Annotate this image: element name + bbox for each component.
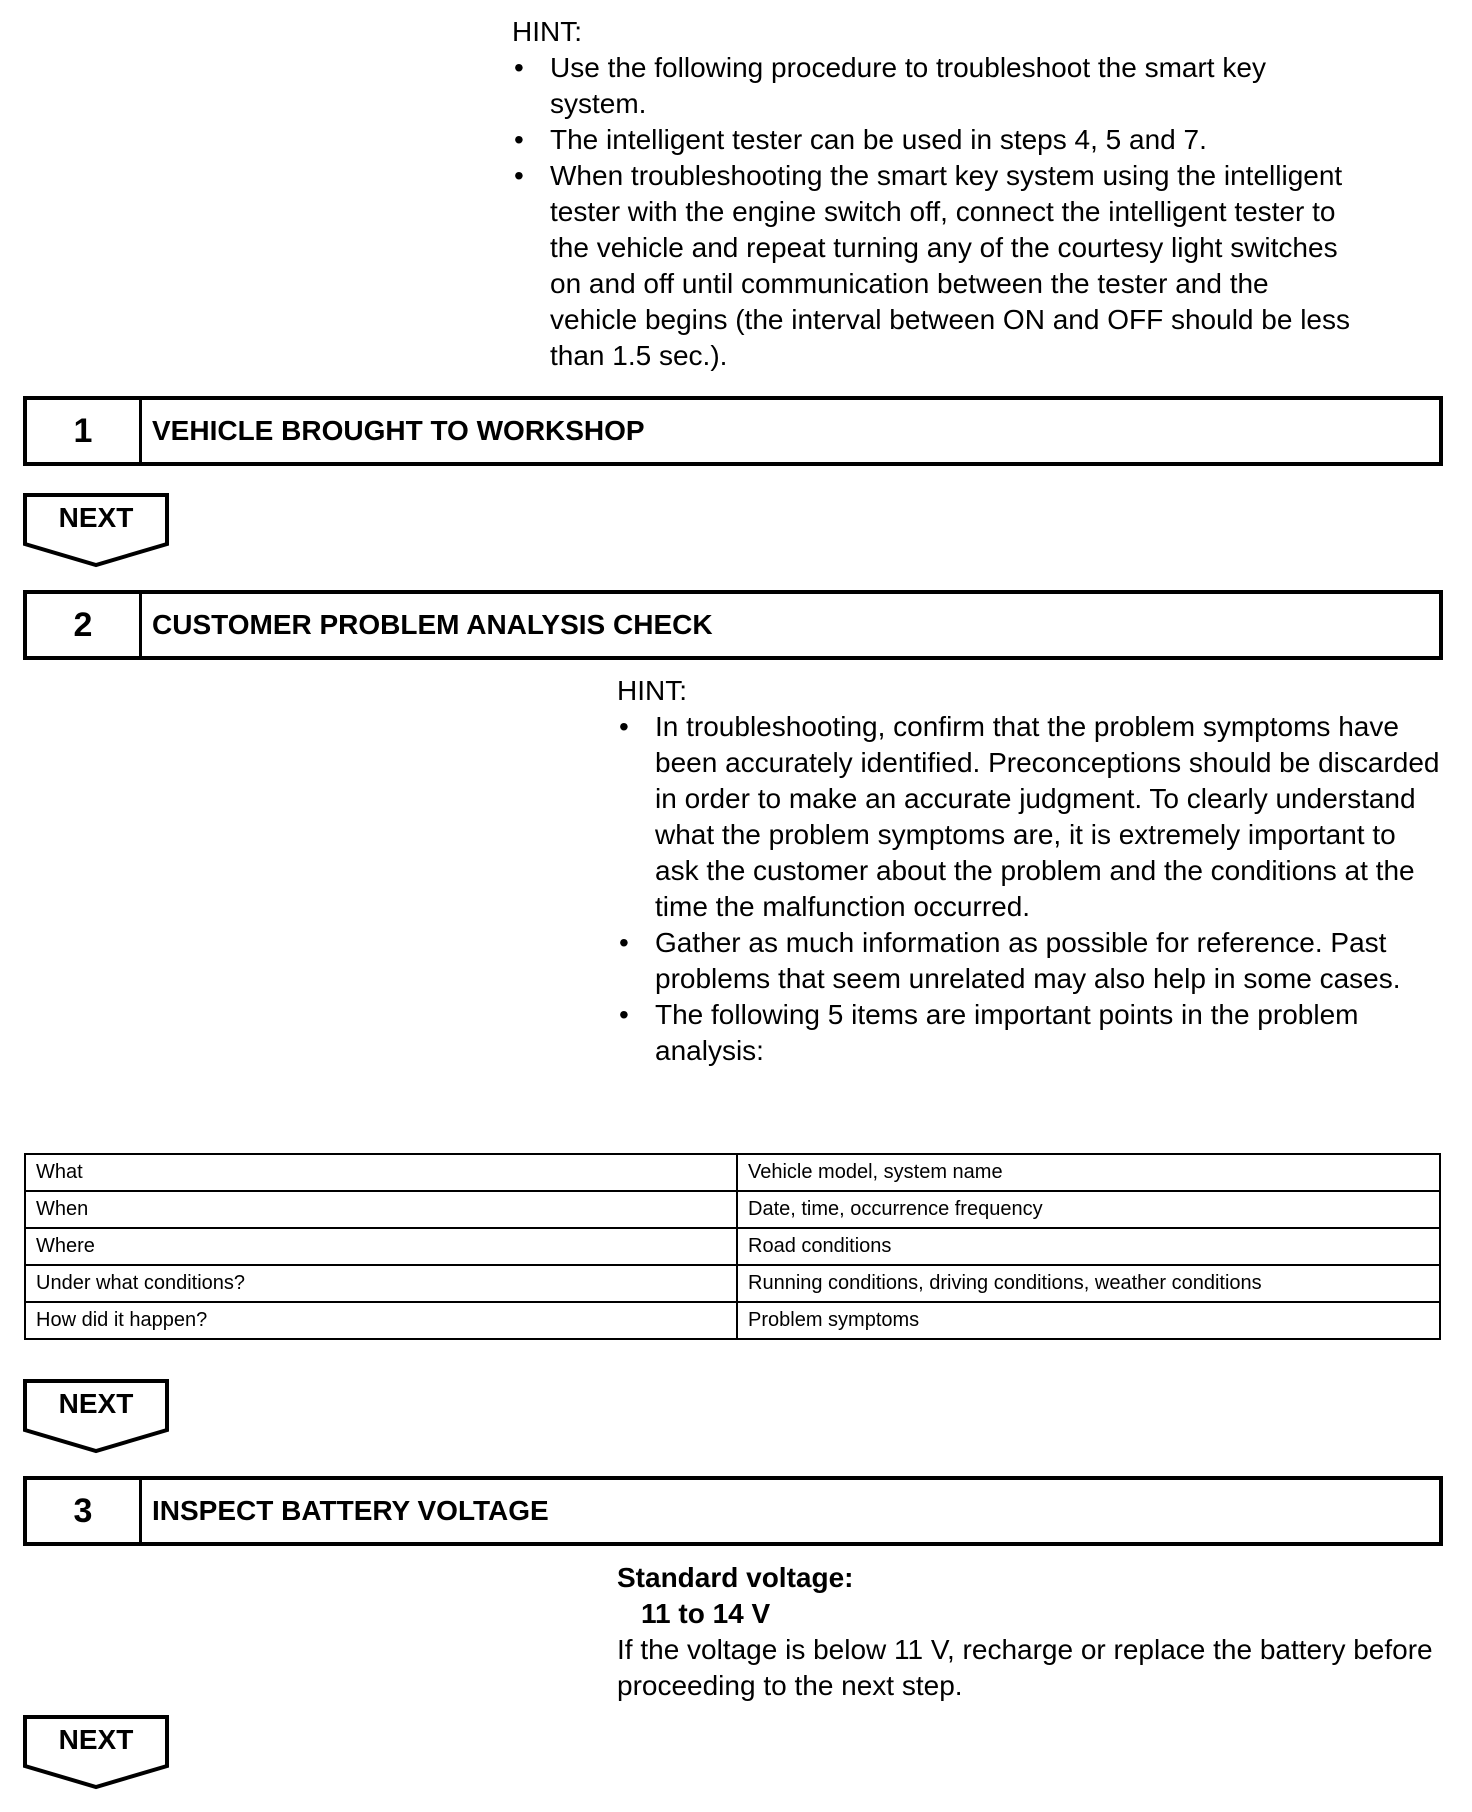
bullet-icon: • [514, 52, 524, 83]
bullet-icon: • [619, 999, 629, 1030]
hint-title: HINT: [617, 675, 687, 706]
table-cell: What [25, 1154, 737, 1191]
hint-item: • The following 5 items are important points in the problem analysis: [619, 999, 1359, 1066]
step-title: INSPECT BATTERY VOLTAGE [152, 1495, 549, 1526]
next-label: NEXT [58, 502, 134, 533]
next-button[interactable] [22, 1378, 172, 1454]
battery-voltage-spec [617, 1560, 1447, 1704]
hint-item: • Use the following procedure to troubleshoot the smart key system. [514, 52, 1266, 119]
hint-item: • In troubleshooting, confirm that the problem symptoms have been accurately identified. Preconceptions should be discarded in order to make an accurate judgment. To clearly understand what the problem symptoms are, it is extremely important to ask the customer about the problem and the conditions at the time the malfunction occurred. [619, 711, 1440, 922]
table-row [25, 1228, 1440, 1265]
table-cell: Under what conditions? [25, 1265, 737, 1302]
step-title: VEHICLE BROUGHT TO WORKSHOP [152, 415, 645, 446]
bullet-icon: • [619, 927, 629, 958]
table-cell: Road conditions [737, 1228, 1440, 1265]
hint-item: • The intelligent tester can be used in steps 4, 5 and 7. [512, 122, 1352, 158]
step-2-hint-list [617, 709, 1447, 1069]
table-cell: Vehicle model, system name [737, 1154, 1440, 1191]
bullet-icon: • [619, 711, 629, 742]
spec-value: 11 to 14 V [641, 1598, 771, 1629]
step-title: CUSTOMER PROBLEM ANALYSIS CHECK [152, 609, 713, 640]
intro-hint [512, 14, 1352, 374]
table-row [25, 1265, 1440, 1302]
hint-item: • Gather as much information as possible for reference. Past problems that seem unrelated may also help in some cases. [619, 927, 1401, 994]
problem-analysis-table [24, 1153, 1441, 1340]
table-cell: How did it happen? [25, 1302, 737, 1339]
step-2-header [23, 590, 1443, 660]
table-row [25, 1154, 1440, 1191]
step-number: 1 [27, 400, 142, 462]
spec-label: Standard voltage: [617, 1562, 854, 1593]
hint-title: HINT: [512, 16, 582, 47]
spec-note: If the voltage is below 11 V, recharge or replace the battery before proceeding to the next step. [617, 1634, 1433, 1701]
table-cell: Where [25, 1228, 737, 1265]
table-cell: Problem symptoms [737, 1302, 1440, 1339]
table-row [25, 1302, 1440, 1339]
bullet-icon: • [514, 124, 524, 155]
table-row [25, 1191, 1440, 1228]
next-label: NEXT [58, 1388, 134, 1419]
table-cell: When [25, 1191, 737, 1228]
table-cell: Date, time, occurrence frequency [737, 1191, 1440, 1228]
next-label: NEXT [58, 1724, 134, 1755]
step-3-header [23, 1476, 1443, 1546]
step-number: 3 [27, 1480, 142, 1542]
next-button[interactable] [22, 492, 172, 568]
bullet-icon: • [514, 160, 524, 191]
next-button[interactable] [22, 1714, 172, 1790]
table-cell: Running conditions, driving conditions, weather conditions [737, 1265, 1440, 1302]
intro-hint-list [512, 50, 1352, 374]
step-1-header [23, 396, 1443, 466]
hint-item: • When troubleshooting the smart key system using the intelligent tester with the engine switch off, connect the intelligent tester to the vehicle and repeat turning any of the courtesy light switches on and off until communication between the tester and the vehicle begins (the interval between ON and OFF should be less than 1.5 sec.). [514, 160, 1350, 371]
step-2-hint [617, 673, 1447, 1069]
step-number: 2 [27, 594, 142, 656]
